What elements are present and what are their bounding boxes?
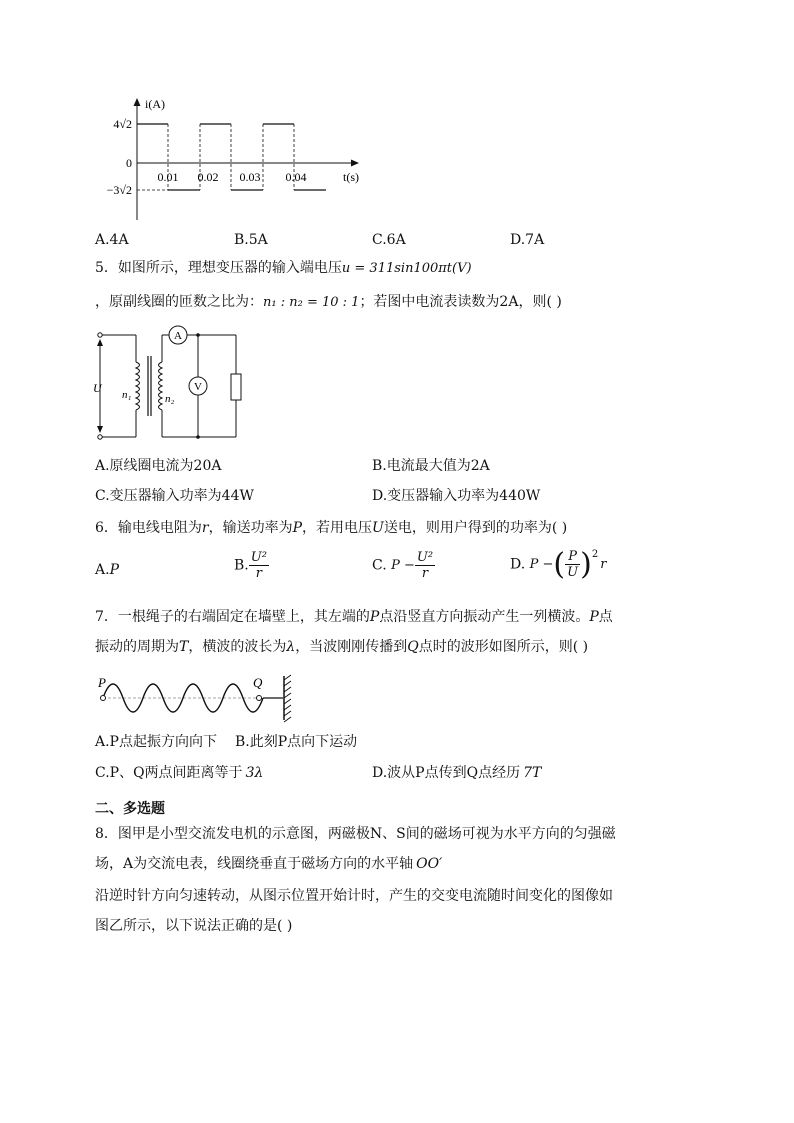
q6-stem-b: ，输送功率为 bbox=[208, 520, 293, 536]
q6-option-d-label: D. bbox=[510, 556, 526, 573]
q6-option-a-label: A. bbox=[95, 562, 110, 578]
q6-option-c-fraction bbox=[415, 550, 435, 581]
q6-option-d-fraction bbox=[565, 549, 580, 580]
graph-y-negative: −3√2 bbox=[106, 183, 132, 197]
q6-c-numerator: U² bbox=[416, 550, 434, 565]
q5-transformer-circuit bbox=[90, 322, 250, 447]
q6-stem-d: 送电，则用户得到的功率为( ) bbox=[383, 520, 568, 536]
q8-axis-label: OO′ bbox=[416, 856, 443, 872]
graph-y-zero: 0 bbox=[126, 156, 132, 170]
q5-option-c[interactable]: C.变压器输入功率为44W bbox=[95, 488, 254, 504]
q7-option-b[interactable]: B.此刻P点向下运动 bbox=[235, 734, 358, 750]
ammeter-label: A bbox=[174, 330, 182, 342]
q6-option-c-label: C. bbox=[372, 557, 387, 574]
graph-xlabel: t(s) bbox=[343, 170, 359, 184]
q7-wave-diagram bbox=[95, 670, 305, 725]
q6-option-d-prefix: P − bbox=[529, 557, 554, 572]
q5-stem-line1 bbox=[95, 258, 472, 279]
q7-var-t: T bbox=[179, 639, 189, 655]
q6-stem-c: ，若用电压 bbox=[302, 520, 373, 536]
q7-stem-line2 bbox=[95, 637, 588, 657]
q6-option-b[interactable] bbox=[234, 550, 269, 581]
q5-turns-ratio: n₁ : n₂ = 10 : 1 bbox=[263, 295, 360, 310]
q6-b-numerator: U² bbox=[250, 550, 267, 565]
q6-option-b-label: B. bbox=[234, 557, 249, 574]
q6-var-u: U bbox=[372, 520, 384, 536]
q5-voltage-formula: u = 311sin100πt(V) bbox=[341, 261, 472, 276]
q7-stem-line1 bbox=[95, 607, 613, 627]
q6-option-a-value: P bbox=[109, 562, 119, 578]
graph-xtick-3: 0.03 bbox=[239, 170, 261, 184]
q7-option-a[interactable]: A.P点起振方向向下 bbox=[95, 734, 217, 750]
q5-stem-text3: ；若图中电流表读数为2A，则( ) bbox=[359, 294, 562, 310]
q6-var-r: r bbox=[201, 520, 209, 536]
wave-q-label: Q bbox=[253, 675, 263, 690]
q6-d-paren-open: ( bbox=[553, 547, 566, 582]
q4-option-d[interactable]: D.7A bbox=[510, 232, 545, 248]
graph-y-positive: 4√2 bbox=[113, 117, 132, 131]
graph-xtick-4: 0.04 bbox=[285, 170, 307, 184]
q8-line1: 8．图甲是小型交流发电机的示意图，两磁极N、S间的磁场可视为水平方向的匀强磁 bbox=[95, 826, 616, 842]
wave-p-label: P bbox=[98, 675, 106, 690]
q6-d-exponent: 2 bbox=[591, 549, 599, 560]
q7-text-3: 点 bbox=[598, 609, 613, 625]
q6-option-d[interactable] bbox=[510, 547, 606, 582]
q7-text-1: 7．一根绳子的右端固定在墙壁上，其左端的 bbox=[95, 609, 370, 625]
q7-var-lambda: λ bbox=[286, 639, 296, 655]
q6-var-p: P bbox=[292, 520, 303, 536]
q6-stem-a: 6．输电线电阻为 bbox=[95, 520, 202, 536]
q8-line3: 沿逆时针方向匀速转动，从图示位置开始计时，产生的交变电流随时间变化的图像如 bbox=[95, 888, 613, 904]
q8-line4: 图乙所示，以下说法正确的是( ) bbox=[95, 918, 293, 934]
q6-option-a[interactable] bbox=[95, 560, 119, 580]
q7-text-6: ，当波刚刚传播到 bbox=[295, 639, 408, 655]
q7-option-d[interactable] bbox=[372, 763, 541, 783]
q5-stem-line2 bbox=[95, 292, 562, 313]
q6-d-paren-close: ) bbox=[580, 547, 592, 582]
q6-option-c[interactable] bbox=[372, 550, 435, 581]
q7-text-4: 振动的周期为 bbox=[95, 639, 179, 655]
graph-xtick-2: 0.02 bbox=[197, 170, 219, 184]
q6-option-c-prefix: P − bbox=[391, 558, 415, 573]
q6-b-denominator: r bbox=[255, 566, 262, 581]
q6-option-b-fraction bbox=[249, 550, 269, 581]
q8-line2 bbox=[95, 854, 442, 874]
circuit-n2-label: n₂ bbox=[165, 393, 175, 405]
q7-var-p2: P bbox=[589, 609, 599, 625]
q7-text-2: 点沿竖直方向振动产生一列横波。 bbox=[379, 609, 590, 625]
q7-option-c-value: 3λ bbox=[245, 765, 264, 781]
q5-option-b[interactable]: B.电流最大值为2A bbox=[372, 458, 490, 474]
q5-stem-text2: ，原副线圈的匝数之比为： bbox=[95, 294, 263, 310]
q6-stem bbox=[95, 518, 567, 538]
circuit-n1-label: n₁ bbox=[122, 389, 132, 401]
q6-d-suffix: r bbox=[600, 557, 607, 572]
q4-option-a[interactable]: A.4A bbox=[95, 232, 129, 248]
q5-option-a[interactable]: A.原线圈电流为20A bbox=[95, 458, 222, 474]
section-heading-multi-choice: 二、多选题 bbox=[95, 800, 165, 816]
q7-text-7: 点时的波形如图所示，则( ) bbox=[418, 639, 589, 655]
q5-stem-text: 5．如图所示，理想变压器的输入端电压 bbox=[95, 260, 342, 276]
q8-line2-text: 场，A为交流电表，线圈绕垂直于磁场方向的水平轴 bbox=[95, 856, 414, 872]
q7-var-q: Q bbox=[407, 639, 419, 655]
q4-option-c[interactable]: C.6A bbox=[372, 232, 406, 248]
q5-option-d[interactable]: D.变压器输入功率为440W bbox=[372, 488, 541, 504]
circuit-u-label: U bbox=[93, 381, 102, 395]
q6-d-numerator: P bbox=[565, 549, 580, 565]
q7-option-d-value: 7T bbox=[523, 765, 542, 781]
q7-option-d-text: D.波从P点传到Q点经历 bbox=[372, 765, 521, 781]
graph-xtick-1: 0.01 bbox=[157, 170, 179, 184]
q7-text-5: ，横波的波长为 bbox=[188, 639, 287, 655]
q7-var-p: P bbox=[369, 609, 380, 625]
graph-ylabel: i(A) bbox=[145, 97, 165, 111]
voltmeter-label: V bbox=[194, 381, 202, 393]
q7-option-c-text: C.P、Q两点间距离等于 bbox=[95, 765, 243, 781]
q4-current-graph bbox=[95, 95, 375, 225]
q7-option-c[interactable] bbox=[95, 763, 263, 783]
q6-c-denominator: r bbox=[421, 566, 429, 581]
q4-option-b[interactable]: B.5A bbox=[234, 232, 268, 248]
q6-d-denominator: U bbox=[567, 565, 579, 580]
